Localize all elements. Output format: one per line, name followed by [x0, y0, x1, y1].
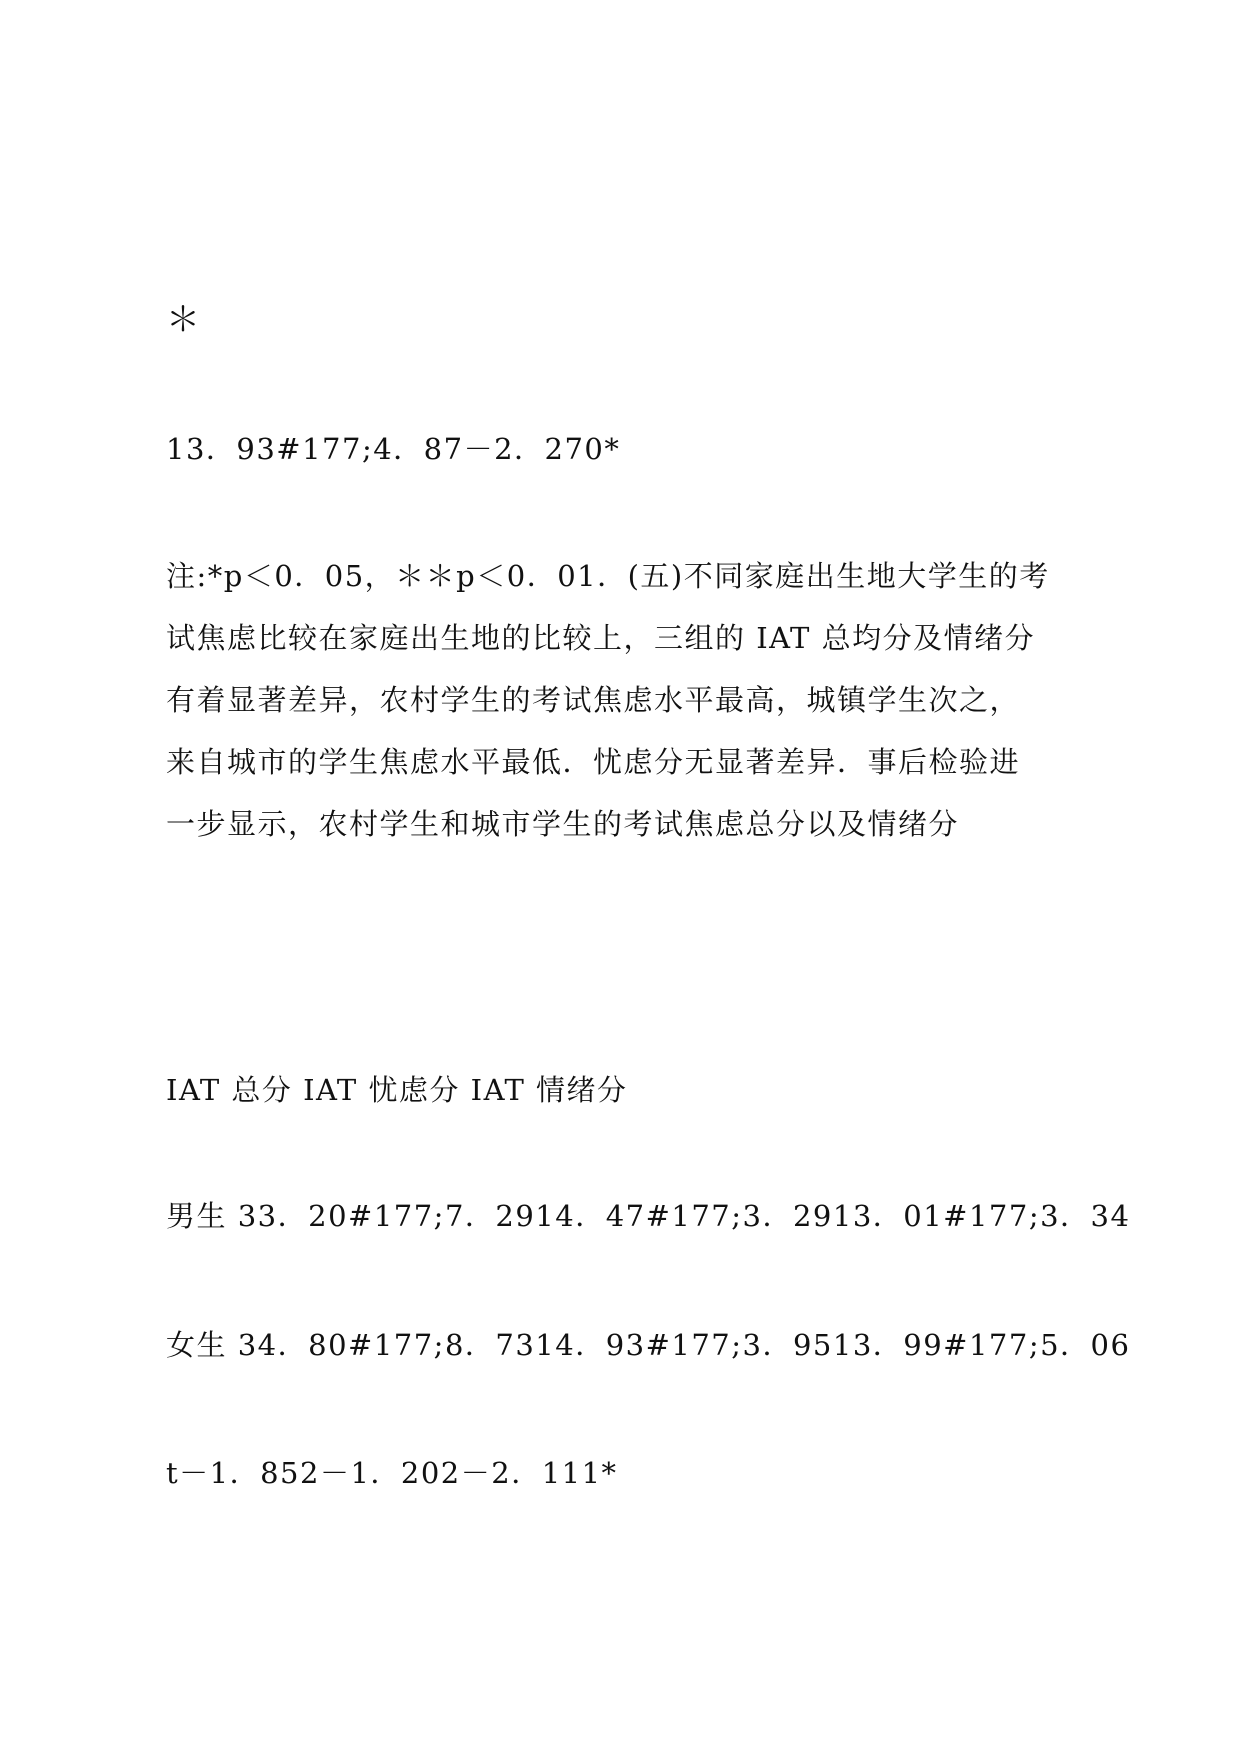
paragraph-line: 注:*p＜0．05，＊＊p＜0．01．(五)不同家庭出生地大学生的考	[166, 559, 1050, 593]
paragraph-line: 试焦虑比较在家庭出生地的比较上，三组的 IAT 总均分及情绪分	[166, 621, 1036, 655]
table-header: IAT 总分 IAT 忧虑分 IAT 情绪分	[166, 1073, 628, 1107]
main-paragraph	[166, 545, 1106, 855]
star-mark-line: ＊	[166, 300, 202, 340]
paragraph-line: 来自城市的学生焦虑水平最低．忧虑分无显著差异．事后检验进	[166, 745, 1021, 779]
table-row-male: 男生 33．20#177;7．2914．47#177;3．2913．01#177;3．34	[166, 1199, 1131, 1233]
table-row-t: t－1．852－1．202－2．111*	[166, 1456, 618, 1490]
table-row-female: 女生 34．80#177;8．7314．93#177;3．9513．99#177;5．06	[166, 1328, 1131, 1362]
stats-line: 13．93#177;4．87－2．270*	[166, 432, 621, 466]
paragraph-line: 有着显著差异，农村学生的考试焦虑水平最高，城镇学生次之，	[166, 683, 1021, 717]
paragraph-line: 一步显示，农村学生和城市学生的考试焦虑总分以及情绪分	[166, 807, 960, 841]
